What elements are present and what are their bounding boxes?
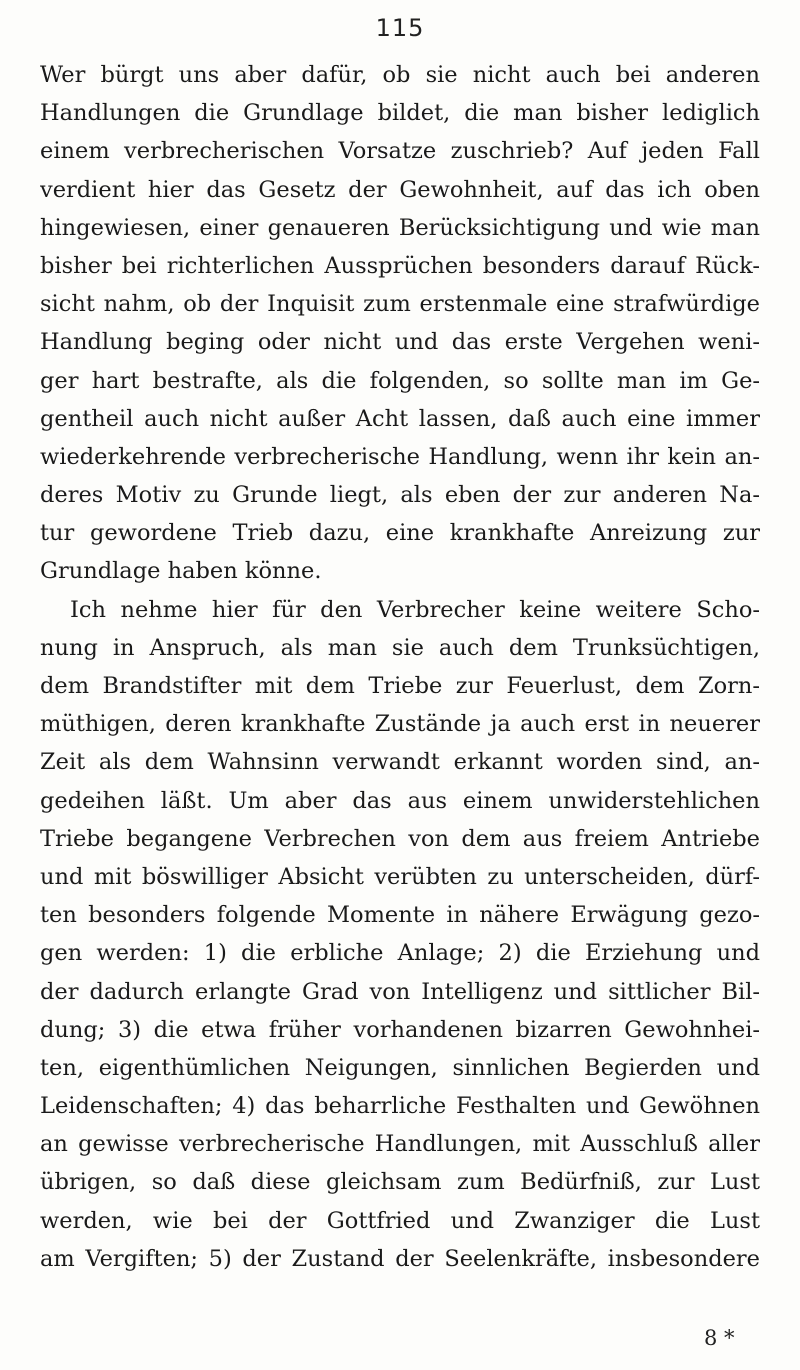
text-line: und mit böswilliger Absicht verübten zu unterscheiden, dürf-	[40, 863, 760, 890]
paragraph-end-line: Grundlage haben könne.	[40, 558, 322, 585]
text-line: gen werden: 1) die erbliche Anlage; 2) die Erziehung und	[40, 940, 760, 967]
text-line: Zeit als dem Wahnsinn verwandt erkannt worden sind, an-	[40, 749, 760, 776]
text-line: dung; 3) die etwa früher vorhandenen bizarren Gewohnhei-	[40, 1016, 760, 1043]
text-line: werden, wie bei der Gottfried und Zwanziger die Lust	[40, 1207, 760, 1234]
text-line: an gewisse verbrecherische Handlungen, mit Ausschluß aller	[40, 1131, 760, 1158]
text-line: Handlung beging oder nicht und das erste Vergehen weni-	[40, 329, 760, 356]
text-line: verdient hier das Gesetz der Gewohnheit, auf das ich oben	[40, 176, 760, 203]
text-line: tur gewordene Trieb dazu, eine krankhafte Anreizung zur	[40, 520, 760, 547]
text-line: müthigen, deren krankhafte Zustände ja auch erst in neuerer	[40, 711, 760, 738]
text-line: gentheil auch nicht außer Acht lassen, daß auch eine immer	[40, 405, 760, 432]
signature-mark: 8 *	[704, 1326, 735, 1350]
text-line: der dadurch erlangte Grad von Intelligenz und sittlicher Bil-	[40, 978, 760, 1005]
text-line: dem Brandstifter mit dem Triebe zur Feuerlust, dem Zorn-	[40, 673, 760, 699]
text-line: nung in Anspruch, als man sie auch dem Trunksüchtigen,	[40, 634, 760, 661]
text-line: Handlungen die Grundlage bildet, die man bisher lediglich	[40, 100, 760, 127]
text-line: ten besonders folgende Momente in nähere Erwägung gezo-	[40, 902, 760, 929]
text-line: deres Motiv zu Grunde liegt, als eben der zur anderen Na-	[40, 482, 760, 509]
text-line: gedeihen läßt. Um aber das aus einem unwiderstehlichen	[40, 787, 760, 814]
text-line: wiederkehrende verbrecherische Handlung, wenn ihr kein an-	[40, 443, 760, 470]
text-line: ten, eigenthümlichen Neigungen, sinnlichen Begierden und	[40, 1054, 760, 1081]
text-line: am Vergiften; 5) der Zustand der Seelenkräfte, insbesondere	[40, 1245, 760, 1272]
text-line: bisher bei richterlichen Aussprüchen besonders darauf Rück-	[40, 252, 760, 279]
text-line: Triebe begangene Verbrechen von dem aus freiem Antriebe	[40, 825, 760, 852]
text-line: Wer bürgt uns aber dafür, ob sie nicht auch bei anderen	[40, 62, 760, 88]
text-line: übrigen, so daß diese gleichsam zum Bedürfniß, zur Lust	[40, 1169, 760, 1196]
text-line: Leidenschaften; 4) das beharrliche Festhalten und Gewöhnen	[40, 1093, 760, 1120]
text-line: einem verbrecherischen Vorsatze zuschrieb? Auf jeden Fall	[40, 138, 760, 165]
text-line: hingewiesen, einer genaueren Berücksichtigung und wie man	[40, 214, 760, 241]
paragraph-start-line: Ich nehme hier für den Verbrecher keine weitere Scho-	[70, 596, 760, 623]
text-line: sicht nahm, ob der Inquisit zum erstenmale eine strafwürdige	[40, 291, 760, 318]
body-text	[40, 56, 760, 1278]
text-line: ger hart bestrafte, als die folgenden, so sollte man im Ge-	[40, 367, 760, 394]
page-number: 115	[375, 14, 425, 42]
